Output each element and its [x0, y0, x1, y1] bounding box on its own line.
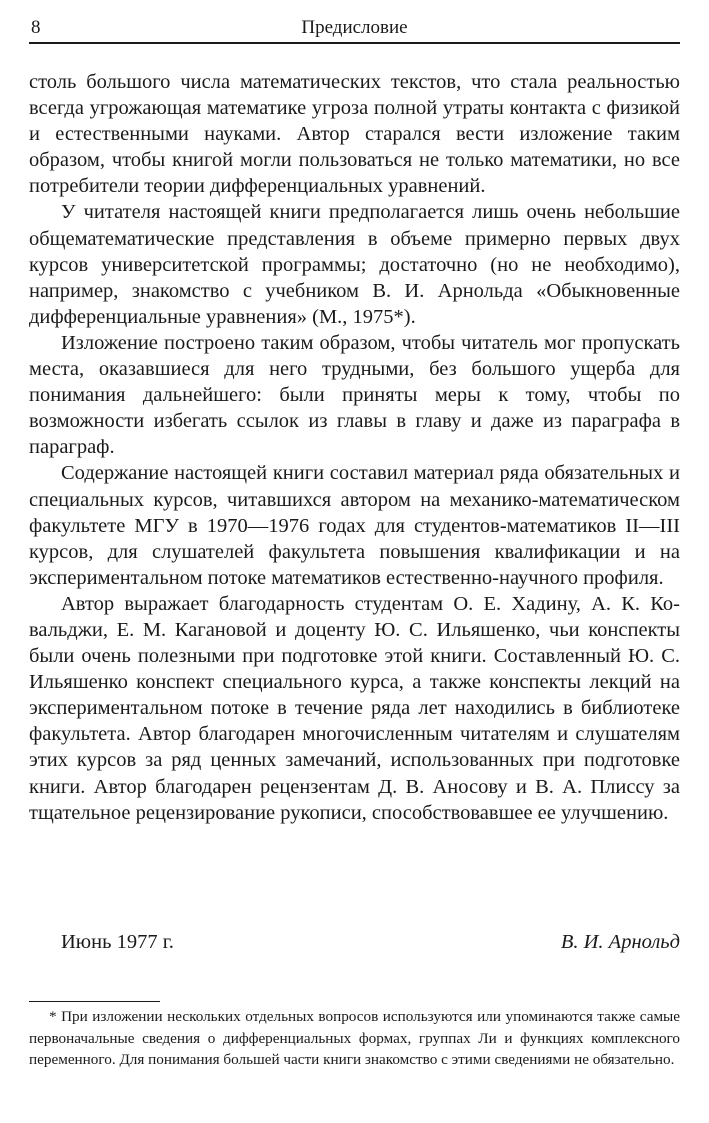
page-header	[29, 14, 680, 44]
running-title: Предисловие	[301, 17, 408, 38]
signature-date: Июнь 1977 г.	[61, 931, 174, 953]
paragraph-structure: Изложение построено таким образом, чтобы читатель мог пропускать места, оказавшиеся для него трудными, без большого ущерба для понимания дальнейшего: были приняты меры к тому, чтобы по возможности избегать ссылок из главы в главу и даже из параграфа в параграф.	[29, 331, 680, 459]
footnote	[29, 1006, 680, 1071]
paragraph-continuation: столь большого числа математических текстов, что стала реальностью всегда угрожающая математике угроза полной утраты контакта с физикой и естественными науками. Автор старался вести изложение таким образом, чтобы книгой могли пользоваться не только математики, но все потребители теории дифференциальных уравнений.	[29, 71, 680, 198]
page-number: 8	[31, 17, 41, 38]
signature-author: В. И. Арнольд	[560, 931, 680, 953]
footnote-rule	[29, 1001, 160, 1002]
paragraph-reader-prerequisites: У читателя настоящей книги предполагается лишь очень небольшие общематематические представления в объеме примерно первых двух курсов университетской программы; достаточно (но не необходимо), например, знакомство с учебником В. И. Арнольда «Обыкновенные дифференциальные уравнения» (М., 1975*).	[29, 201, 680, 328]
signature-row	[29, 931, 680, 959]
paragraph-content-origin: Содержание настоящей книги составил материал ряда обязательных и специальных курсов, читавшихся автором на механико-математическом факультете МГУ в 1970—1976 годах для студентов-математиков II—III курсов, для слушателей факультета повышения квалификации и на экспериментальном потоке математиков естественно-научного профиля.	[29, 462, 680, 589]
paragraph-acknowledgements: Автор выражает благодарность студентам О. Е. Хадину, А. К. Ковальджи, Е. М. Кагановой и доценту Ю. С. Ильяшенко, чьи конспекты были очень полезными при подготовке этой книги. Составленный Ю. С. Ильяшенко конспект специального курса, а также конспекты лекций на экспериментальном потоке в течение ряда лет находились в библиотеке факультета. Автор благодарен многочисленным читателям и слушателям этих курсов за ряд ценных замечаний, использованных при подготовке книги. Автор благодарен рецензентам Д. В. Аносову и В. А. Плиссу за тщательное рецензирование рукописи, способствовавшее ее улучшению.	[29, 592, 680, 824]
footnote-text: * При изложении нескольких отдельных вопросов используются или упоминаются также самые первоначальные сведения о дифференциальных формах, группах Ли и функциях комплексного переменного. Для понимания большей части книги знакомство с этими сведениями не обязательно.	[29, 1008, 680, 1068]
preface-body	[29, 69, 680, 826]
